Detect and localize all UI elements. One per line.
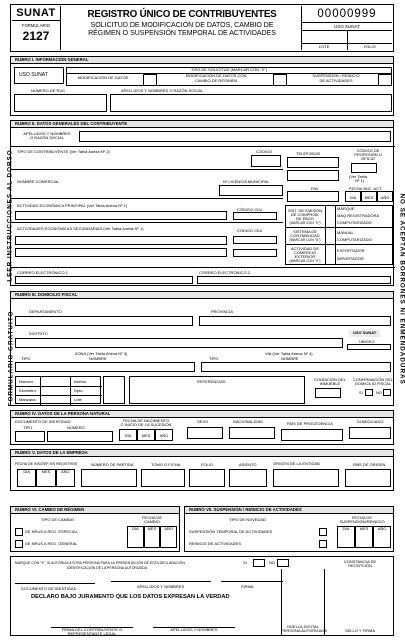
fecha-nac-dia[interactable]: DÍA: [119, 429, 137, 441]
name-label: APELLIDOS Y NOMBRES O RAZÓN SOCIAL: [121, 88, 204, 93]
codigo-ciiu-label-1: CÓDIGO CIIU: [237, 207, 263, 212]
fecha-nac-mes[interactable]: MES: [137, 429, 155, 441]
inscripcion-dia[interactable]: DÍA: [17, 469, 36, 487]
ciiu-secundaria-1[interactable]: [233, 236, 277, 244]
apellidos-footer: APELLIDOS Y NOMBRES: [137, 584, 185, 589]
distrito-label: DISTRITO: [29, 331, 48, 336]
firma-contrib-2: REPRESENTANTE LEGAL: [67, 631, 117, 636]
actividad-secundaria-1[interactable]: [15, 236, 227, 245]
telefonos-label: TELÉFONOS: [296, 151, 321, 156]
marque-una-1: (MARCAR CON "X"): [289, 221, 321, 225]
confirmacion-si: SI: [359, 390, 363, 395]
susp-anio[interactable]: AÑO: [373, 526, 391, 548]
rubro-3: [10, 291, 394, 406]
doc-numero-label: NÚMERO: [67, 425, 85, 430]
correo2-label: CORREO ELECTRÓNICO 2: [199, 270, 250, 275]
cambio-anio[interactable]: AÑO: [160, 526, 177, 548]
codigo-ciiu-label-2: CÓDIGO CIIU: [237, 228, 263, 233]
sunat-logo: SUNAT: [12, 6, 60, 21]
fecha-cambio-fields: [127, 526, 177, 548]
ciiu-principal-field[interactable]: [233, 212, 277, 220]
rubro-2: [10, 120, 394, 286]
tomo-field[interactable]: [141, 469, 185, 487]
serial-number: 00000999: [302, 6, 392, 23]
autoriza-no: NO: [269, 560, 275, 565]
novedad-opt1: SUSPENSIÓN TEMPORAL DE ACTIVIDADES: [189, 529, 273, 534]
fecha-inscripcion-label: FECHA DE INSCRIP. EN REGISTROS: [15, 462, 78, 466]
tomo-label: TOMO O FICHA: [151, 462, 181, 467]
provincia-label: PROVINCIA: [211, 309, 234, 314]
footer-box: [10, 556, 394, 636]
manual-label-2: MANUAL: [337, 230, 354, 235]
uso-sunat-label: USO SUNAT: [19, 72, 48, 78]
form-number: 2127: [22, 28, 50, 43]
fecha-nac-1: FECHA DE NACIMIENTO: [122, 418, 170, 423]
act-com-3: EXTERIOR: [294, 254, 316, 259]
correo1-field[interactable]: [15, 276, 193, 284]
folio-field[interactable]: [189, 469, 225, 487]
fecha-inscripcion-fields: [17, 469, 75, 487]
kilometro-label: Kilómetro: [19, 388, 36, 393]
referencias-field[interactable]: [129, 376, 305, 404]
ubigeo-field[interactable]: [347, 344, 391, 350]
referencias-label: REFERENCIAS: [197, 379, 226, 384]
uso-sunat-header: USO SUNAT: [302, 23, 392, 31]
origen-field[interactable]: [273, 469, 339, 487]
via-nombre-label: NOMBRE: [281, 356, 299, 361]
fax-label: FAX: [311, 186, 319, 191]
razon-social-field[interactable]: [79, 131, 391, 142]
nacionalidad-field[interactable]: [229, 427, 275, 439]
autoriza-no-check[interactable]: [277, 559, 289, 567]
fecha-susp-1: FECHA DE: [351, 515, 372, 520]
zona-label: ZONA (Ver Tabla Anexa Nº 3): [75, 351, 128, 356]
importador-label: IMPORTADOR: [337, 256, 364, 261]
act-com-2: COMERCIO: [294, 250, 316, 255]
dpto-label: Dpto.: [74, 388, 84, 393]
tipo-novedad-label: TIPO DE NOVEDAD: [229, 517, 266, 522]
rubro-3-title: RUBRO III. DOMICILIO FISCAL: [11, 292, 393, 299]
folio-label: FOLIO: [363, 44, 376, 49]
departamento-label: DEPARTAMENTO: [29, 309, 62, 314]
side-free-form: FORMULARIO GRATUITO: [7, 310, 15, 407]
form-subtitle-2: RÉGIMEN O SUSPENSIÓN TEMPORAL DE ACTIVIDADES: [88, 30, 276, 37]
opt-cambio-regimen-1: MODIFICACIÓN DE DATOS CON: [185, 73, 247, 78]
confirmacion-2: DOMICILIO FISCAL: [354, 381, 391, 386]
rubro-6: [10, 506, 180, 552]
cambio-mes[interactable]: MES: [144, 526, 161, 548]
pais-label: PAÍS DE PROCEDENCIA: [287, 421, 333, 426]
fecha-nac-anio[interactable]: AÑO: [155, 429, 173, 441]
sist-emision-2: DE COMPROB.: [290, 212, 320, 217]
numero-values-field[interactable]: [103, 376, 125, 404]
opt-cambio-regimen-check[interactable]: [273, 74, 287, 86]
inscripcion-anio[interactable]: AÑO: [56, 469, 75, 487]
cambio-dia[interactable]: DÍA: [127, 526, 144, 548]
fecha-inic-fields: [345, 191, 393, 202]
fecha-inic-dia[interactable]: DÍA: [345, 191, 361, 202]
side-no-erasures: NO SE ACEPTAN BORRONES NI ENMENDADURAS: [398, 193, 405, 385]
autoriza-si: SI: [243, 560, 247, 565]
doc-numero-field[interactable]: [47, 431, 113, 442]
actividad-principal-label: ACTIVIDAD ECONÓMICA PRINCIPAL (Ver Tabla Anexa Nº 1): [17, 203, 128, 208]
autoriza-label-2: IDENTIFICACIÓN DE LA PERSONA AUTORIZADA: [67, 566, 148, 570]
cod-prof-2: PROFESIÓN U: [354, 152, 382, 157]
novedad-opt2-check[interactable]: [319, 540, 327, 548]
provincia-field[interactable]: [199, 316, 391, 326]
licencia-label: Nº LICENCIA MUNICIPAL: [223, 179, 270, 184]
fecha-susp-fields: [337, 526, 391, 548]
zona-nombre-label: NOMBRE: [89, 356, 107, 361]
rubro-1: [10, 56, 394, 116]
ciiu-secundaria-2[interactable]: [233, 249, 277, 257]
constancia-1: CONSTANCIA DE: [343, 559, 377, 564]
pais-field[interactable]: [281, 429, 343, 441]
correo2-field[interactable]: [197, 276, 391, 284]
apellidos-label-1: APELLIDOS Y NOMBRES: [23, 131, 71, 136]
sello-firma: SELLO Y FIRMA: [344, 628, 376, 633]
novedad-opt2: REINICIO DE ACTIVIDADES: [189, 541, 242, 546]
domiciliado-label: DOMICILIADO: [357, 419, 384, 424]
via-field[interactable]: [201, 362, 391, 372]
inscripcion-mes[interactable]: MES: [36, 469, 55, 487]
opt-modificacion: MODIFICACIÓN DE DATOS: [77, 75, 129, 80]
marque-label: MARQUE: [337, 206, 355, 211]
uso-sunat-ubigeo-label: USO SUNAT: [349, 330, 380, 337]
lote-label-r3: Lote: [74, 397, 82, 402]
actividad-principal-field[interactable]: [15, 211, 227, 220]
cambio-opt2: DE NRUS A REG. GENERAL: [25, 541, 78, 546]
side-instructions: LEER INSTRUCCIONES AL DORSO: [6, 149, 14, 282]
doc-identidad-footer: DOCUMENTO DE IDENTIDAD: [21, 586, 77, 591]
name-field[interactable]: [110, 94, 392, 112]
codigo-field[interactable]: [251, 155, 281, 167]
opt-suspension-1: SUSPENSIÓN / REINICIO: [312, 73, 360, 78]
cod-prof-1: CÓDIGO DE: [356, 148, 380, 153]
interior-label: Interior: [74, 379, 87, 384]
control-box: [301, 6, 392, 50]
fecha-inic-anio[interactable]: AÑO: [377, 191, 393, 202]
ubigeo-label: UBIGEO: [359, 339, 375, 344]
sunat-logo-box: [12, 6, 61, 50]
distrito-field[interactable]: [15, 338, 343, 348]
cod-prof-3: OFICIO: [361, 156, 375, 161]
marque-una-2: (MARCAR CON "X"): [289, 238, 321, 242]
request-type-label: TIPO DE SOLICITUD (MARCAR CON "X"): [190, 67, 268, 72]
constancia-2: RECEPCIÓN: [348, 563, 372, 568]
confirmacion-si-check[interactable]: [365, 389, 373, 396]
telefono-1-field[interactable]: [287, 157, 339, 168]
rubro-7-title: RUBRO VII. SUSPENSIÓN / REINICIO DE ACTIVIDADES: [185, 507, 393, 514]
actividades-secundarias-label: ACTIVIDADES ECONÓMICAS SECUNDARIAS (Ver Tabla Anexa Nº 1): [17, 226, 144, 231]
domiciliado-field[interactable]: [349, 427, 391, 439]
fecha-nac-2: O INICIO DE LA SUCESIÓN: [120, 422, 172, 427]
zona-tipo-label: TIPO: [21, 356, 31, 361]
numero-grid: [15, 376, 101, 404]
fax-field[interactable]: [287, 191, 339, 202]
firma-contrib-1: FIRMA DEL CONTRIBUYENTE O: [61, 627, 123, 632]
doc-identidad-label: DOCUMENTO DE IDENTIDAD: [15, 419, 71, 424]
act-com-1: ACTIVIDAD DE: [290, 246, 319, 251]
rubro-2-title: RUBRO II. DATOS GENERALES DEL CONTRIBUYENTE: [11, 121, 393, 128]
susp-dia[interactable]: DÍA: [337, 526, 355, 548]
cod-prof-field[interactable]: [351, 163, 377, 173]
cambio-opt1-check[interactable]: [15, 528, 23, 536]
condicion-1: CONDICIÓN DEL: [314, 377, 346, 382]
fecha-susp-2: SUSPENSIÓN/REINICIO: [339, 519, 385, 524]
form-subtitle-1: SOLICITUD DE MODIFICACIÓN DE DATOS, CAMBIO DE: [90, 22, 274, 29]
opt-suspension-2: DE ACTIVIDADES: [319, 78, 353, 83]
ver-tabla-2: Nº 1): [355, 178, 365, 183]
autoriza-si-check[interactable]: [253, 559, 265, 567]
asiento-label: ASIENTO: [239, 462, 257, 467]
maquina-label: MAQ.REGISTRADORA: [337, 213, 380, 218]
via-tipo-label: TIPO: [209, 356, 219, 361]
licencia-field[interactable]: [219, 185, 283, 196]
huella-1: HUELLA DIGITAL: [287, 624, 319, 629]
origen-label: ORIGEN DE LA ENTIDAD: [273, 461, 320, 466]
computarizado-label-2: COMPUTARIZADO: [337, 237, 372, 242]
cambio-opt1: DE NRUS A REG. ESPECIAL: [25, 529, 78, 534]
sist-emision-1: SIST. DE EMISIÓN: [287, 208, 323, 213]
via-label: VÍA (Ver Tabla Anexa Nº 4): [265, 351, 313, 356]
rubro-4-title: RUBRO IV. DATOS DE LA PERSONA NATURAL: [11, 411, 393, 418]
nombre-comercial-label: NOMBRE COMERCIAL: [17, 179, 60, 184]
rubro-5: [10, 449, 394, 491]
confirmacion-1: CONFIRMACIÓN DEL: [352, 377, 394, 382]
departamento-field[interactable]: [15, 316, 193, 326]
form-label: FORMULARIO: [22, 23, 50, 28]
zona-field[interactable]: [15, 362, 195, 372]
declaro-text: DECLARO BAJO JURAMENTO QUE LOS DATOS EXPRESAN LA VERDAD: [31, 594, 230, 600]
computarizado-label: COMPUTARIZADO: [337, 220, 372, 225]
sist-cont-2: CONTABILIDAD: [290, 233, 320, 238]
asiento-field[interactable]: [229, 469, 267, 487]
rubro-6-title: RUBRO VI. CAMBIO DE RÉGIMEN: [11, 507, 179, 514]
fecha-cambio-2: CAMBIO: [144, 519, 160, 524]
sist-cont-1: SISTEMA DE: [292, 229, 317, 234]
sexo-label: SEXO: [197, 419, 209, 424]
cambio-opt2-check[interactable]: [15, 540, 23, 548]
folio-label-r5: FOLIO: [201, 462, 214, 467]
firma-footer: FIRMA: [241, 584, 254, 589]
exportador-label: EXPORTADOR: [337, 248, 365, 253]
pais-origen-field[interactable]: [345, 469, 391, 487]
fecha-inic-mes[interactable]: MES: [361, 191, 377, 202]
confirmacion-no-check[interactable]: [383, 389, 391, 396]
numero-label: Número: [19, 379, 34, 384]
doc-tipo-field[interactable]: [15, 431, 45, 442]
pais-origen-label: PAÍS DE ORIGEN: [353, 462, 386, 467]
apellidos-label-2: O RAZÓN SOCIAL: [29, 135, 64, 140]
tipo-cambio-label: TIPO DE CAMBIO: [41, 517, 74, 522]
susp-mes[interactable]: MES: [355, 526, 373, 548]
ver-tabla-1: (Ver Tabla: [349, 174, 367, 179]
telefono-2-field[interactable]: [287, 170, 339, 181]
nombres-footer-2: APELLIDOS Y NOMBRES: [170, 627, 218, 632]
tipo-contribuyente-label: TIPO DE CONTRIBUYENTE (Ver Tabla Anexa Nº 2): [17, 149, 110, 154]
rubro-5-title: RUBRO V. DATOS DE LA EMPRESA: [11, 450, 393, 457]
marque-una-3: (MARCAR CON "X"): [289, 259, 321, 263]
numero-partida-label: NÚMERO DE PARTIDA: [91, 462, 134, 467]
opt-suspension-check[interactable]: [378, 74, 392, 86]
lote-label: LOTE: [302, 44, 348, 50]
fecha-inic-label: FECHA INIC. ACT.: [349, 186, 383, 191]
confirmacion-no: NO: [376, 390, 382, 395]
autoriza-label-1: MARQUE CON "X", SI AUTORIZA A OTRA PERSONA PARA LA PRESENTACIÓN DE ESTA DECLARACIÓN: [15, 561, 185, 565]
rubro-4: [10, 410, 394, 445]
codigo-label: CÓDIGO: [256, 149, 273, 154]
actividad-secundaria-2[interactable]: [15, 248, 227, 257]
fecha-cambio-1: FECHA DE: [141, 515, 162, 520]
ruc-field[interactable]: [14, 94, 107, 112]
rubro-7: [184, 506, 394, 552]
opt-cambio-regimen-2: CAMBIO DE RÉGIMEN: [194, 78, 238, 83]
rubro-1-title: RUBRO I. INFORMACIÓN GENERAL: [11, 57, 393, 64]
manzana-label: Manzana: [19, 397, 36, 402]
condicion-2: INMUEBLE: [319, 381, 341, 386]
form-title: REGISTRO ÚNICO DE CONTRIBUYENTES: [87, 9, 277, 20]
nacionalidad-label: NACIONALIDAD: [233, 419, 264, 424]
condicion-field[interactable]: [315, 388, 341, 398]
huella-2: PERSONA AUTORIZADA: [281, 628, 327, 633]
doc-tipo-label: TIPO: [23, 425, 33, 430]
opt-modificacion-check[interactable]: [143, 74, 157, 86]
ruc-label: NÚMERO DE RUC: [31, 88, 66, 93]
fecha-nac-fields: [119, 429, 173, 441]
numero-partida-field[interactable]: [81, 469, 137, 487]
sexo-field[interactable]: [187, 427, 223, 439]
novedad-opt1-check[interactable]: [319, 528, 327, 536]
sist-emision-3: DE PAGO: [296, 216, 314, 221]
correo1-label: CORREO ELECTRÓNICO 1: [17, 270, 68, 275]
